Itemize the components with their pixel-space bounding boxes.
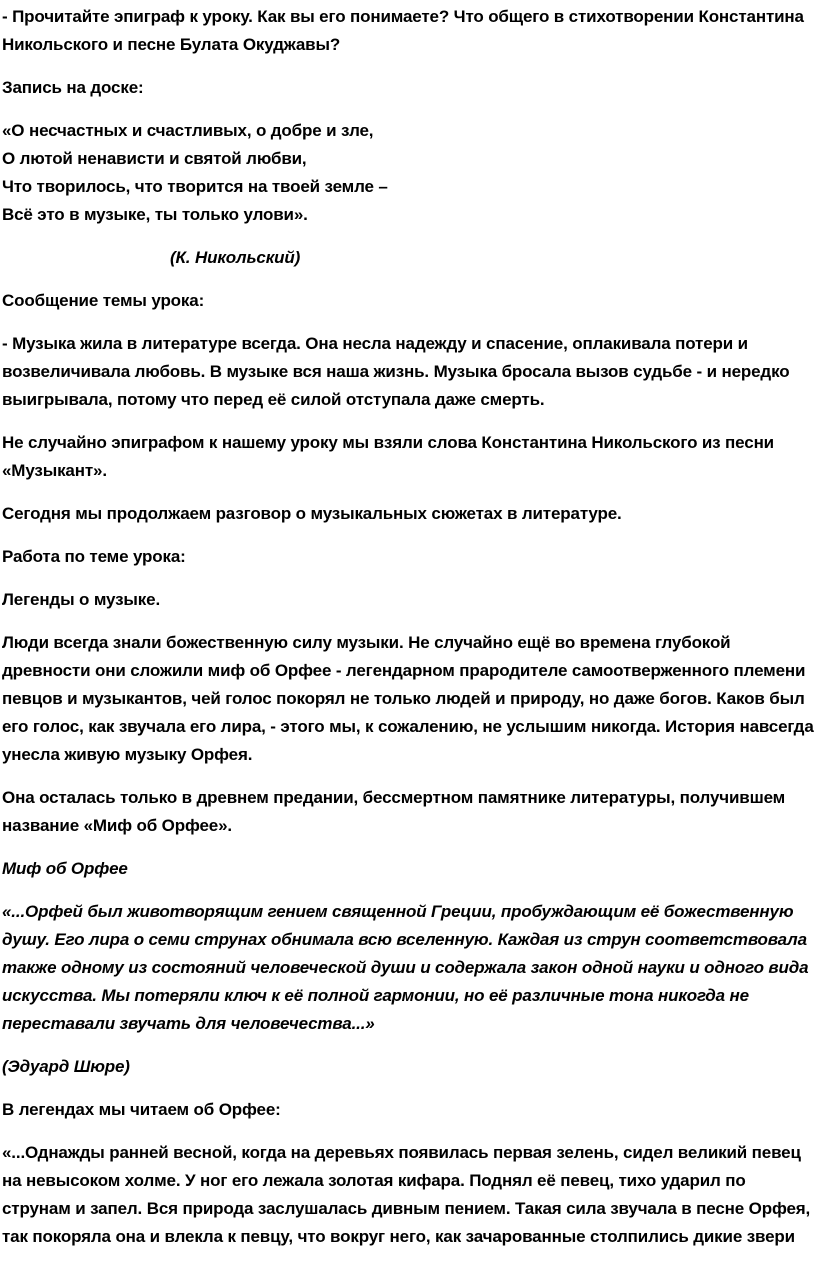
continue-text: Сегодня мы продолжаем разговор о музыкальных сюжетах в литературе. [2,504,622,523]
epigraph-poem [2,117,814,229]
poem-line-3: Что творилось, что творится на твоей земле – [2,177,388,196]
legends-label: Легенды о музыке. [2,590,161,609]
orpheus-intro: Люди всегда знали божественную силу музыки. Не случайно ещё во времена глубокой древности они сложили миф об Орфее - легендарном прародителе самоотверженного племени певцов и музыкантов, чей голос покорял не только людей и природу, но даже богов. Каков был его голос, как звучала его лира, - этого мы, к сожалению, не услышим никогда. История навсегда унесла живую музыку Орфея. [2,633,814,764]
work-label: Работа по теме урока: [2,547,186,566]
quote-author: (Эдуард Шюре) [2,1057,130,1076]
myth-title: Миф об Орфее [2,859,128,878]
intro-question: - Прочитайте эпиграф к уроку. Как вы его понимаете? Что общего в стихотворении Константина Никольского и песне Булата Окуджавы? [2,7,804,54]
topic-text: - Музыка жила в литературе всегда. Она несла надежду и спасение, оплакивала потери и возвеличивала любовь. В музыке вся наша жизнь. Музыка бросала вызов судьбе - и нередко выигрывала, потому что перед её силой отступала даже смерть. [2,334,790,409]
epigraph-note: Не случайно эпиграфом к нашему уроку мы взяли слова Константина Никольского из песни «Музыкант». [2,433,774,480]
topic-label: Сообщение темы урока: [2,291,205,310]
poem-line-2: О лютой ненависти и святой любви, [2,149,307,168]
legends-read-label: В легендах мы читаем об Орфее: [2,1100,281,1119]
poem-line-1: «О несчастных и счастливых, о добре и зле, [2,121,374,140]
epigraph-author: (К. Никольский) [170,248,301,267]
poem-line-4: Всё это в музыке, ты только улови». [2,205,308,224]
lesson-document [2,3,814,1266]
legend-remains: Она осталась только в древнем предании, бессмертном памятнике литературы, получившем название «Миф об Орфее». [2,788,786,835]
board-label: Запись на доске: [2,78,144,97]
schure-quote: «...Орфей был животворящим гением священной Греции, пробуждающим её божественную душу. Его лира о семи струнах обнимала всю вселенную. Каждая из струн соответствовала также одному из состояний человеческой души и содержала закон одной науки и одного вида искусства. Мы потеряли ключ к её полной гармонии, но её различные тона никогда не переставали звучать для человечества...» [2,902,809,1033]
legend-story: «...Однажды ранней весной, когда на деревьях появилась первая зелень, сидел великий певец на невысоком холме. У ног его лежала золотая кифара. Поднял её певец, тихо ударил по струнам и запел. Вся природа заслушалась дивным пением. Такая сила звучала в песне Орфея, так покоряла она и влекла к певцу, что вокруг него, как зачарованные столпились дикие звери [2,1143,811,1246]
